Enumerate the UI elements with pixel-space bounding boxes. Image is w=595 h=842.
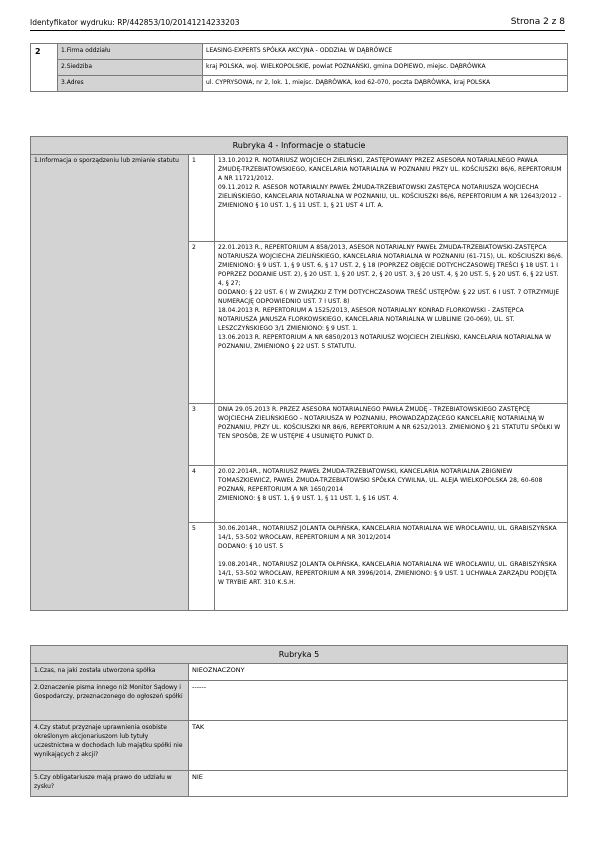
table-row xyxy=(31,664,568,681)
field-label: 1.Firma oddziału xyxy=(58,44,203,60)
section-number: 2 xyxy=(31,44,58,92)
table-row xyxy=(31,681,568,721)
field-value: NIEOZNACZONY xyxy=(189,664,568,681)
field-value: TAK xyxy=(189,721,568,771)
table-row xyxy=(31,44,568,60)
field-value: NIE xyxy=(189,771,568,797)
entry-paragraph: DNIA 29.05.2013 R. PRZEZ ASESORA NOTARIALNEGO PAWŁA ŻMUDĘ - TRZEBIATOWSKIEGO ZASTĘPCĘ WOJCIECHA ZIELIŃSKIEGO - NOTARIUSZA W POZNANIU, PROWADZĄDZĄCEGO KANCELARIĘ NOTARIALNĄ W POZNANIU, PRZY UL. KOŚCIUSZKI NR 86/6, REPERTORIUM A NR 6252/2013. ZMIENIONO § 21 STATUTU SPÓŁKI W TEN SPOSÓB, ŻE W USTĘPIE 4 USUNIĘTO PUNKT D. xyxy=(218,406,561,440)
entry-number: 5 xyxy=(189,523,215,611)
page-header xyxy=(30,17,565,27)
entry-paragraph: 09.11.2012 R. ASESOR NOTARIALNY PAWEŁ ŻMUDA-TRZEBIATOWSKI ZASTĘPCA NOTARIUSZA WOJCIECHA ZIELIŃSKIEGO, KANCELARIA NOTARIALNA W POZNANIU, UL. KOŚCIUSZKI 86/6, REPERTORIUM A NR 12643/2012 - ZMIENIONO § 10 UST. 1, § 11 UST. 1, § 21 UST 4 LIT. A. xyxy=(218,184,562,209)
entry-paragraph: DODANO: § 10 UST. 5 xyxy=(218,543,284,550)
field-value: ul. CYPRYSOWA, nr 2, lok. 1, miejsc. DĄBRÓWKA, kod 62-070, poczta DĄBRÓWKA, kraj POLSKA xyxy=(203,76,568,92)
table-row xyxy=(31,771,568,797)
table-row xyxy=(31,60,568,76)
entry-paragraph: 22.01.2013 R., REPERTORIUM A 858/2013, ASESOR NOTARIALNY PAWEŁ ŻMUDA-TRZEBIATOWSKI-ZASTĘPCA NOTARIUSZA WOJCIECHA ZIELIŃSKIEGO, KANCELARIA NOTARIALNA W POZNANIU (61-715), UL. KOŚCIUSZKI 86/6. xyxy=(218,244,563,260)
field-label: 5.Czy obligatariusze mają prawo do udziału w zysku? xyxy=(31,771,189,797)
field-value: LEASING-EXPERTS SPÓŁKA AKCYJNA - ODDZIAŁ W DĄBRÓWCE xyxy=(203,44,568,60)
entry-number: 3 xyxy=(189,404,215,466)
section-title: Rubryka 5 xyxy=(31,646,568,664)
entry-paragraph: 30.06.2014R., NOTARIUSZ JOLANTA OŁPIŃSKA, KANCELARIA NOTARIALNA WE WROCŁAWIU, UL. GRABISZYŃSKA 14/1, 53-502 WROCŁAW, REPERTORIUM A NR 3012/2014 xyxy=(218,525,557,541)
table-row xyxy=(31,721,568,771)
rubryka-5-table xyxy=(30,645,568,797)
entry-number: 1 xyxy=(189,155,215,242)
section-title: Rubryka 4 - Informacje o statucie xyxy=(31,137,568,155)
field-value: ------ xyxy=(189,681,568,721)
table-row xyxy=(31,155,568,242)
entry-text xyxy=(215,466,568,523)
entry-text xyxy=(215,404,568,466)
header-divider xyxy=(30,30,565,31)
field-label: 2.Oznaczenie pisma innego niż Monitor Sądowy i Gospodarczy, przeznaczonego do ogłoszeń spółki xyxy=(31,681,189,721)
page-number: Strona 2 z 8 xyxy=(510,17,565,27)
entry-paragraph: 13.10.2012 R. NOTARIUSZ WOJCIECH ZIELIŃSKI, ZASTĘPOWANY PRZEZ ASESORA NOTARIALNEGO PAWŁA ŻMUDĘ-TRZEBIATOWSKIEGO, KANCELARIA NOTARIALNA W POZNANIU PRZY UL. KOŚCIUSZKI 86/6, REPERTORIUM A NR 11721/2012. xyxy=(218,157,562,182)
entry-number: 2 xyxy=(189,242,215,404)
entry-paragraph: ZMIENIONO: § 9 UST. 1, § 9 UST. 6, § 17 UST. 2, § 18 (POPRZEZ OBJĘCIE DOTYCHCZASOWEJ TREŚCI § 18 UST. 1 I POPRZEZ DODANIE UST. 2), § 20 UST. 1, § 20 UST. 2, § 20 UST. 3, § 20 UST. 4, § 20 UST. 5, § 20 UST. 6, § 22 UST. 4, § 27; xyxy=(218,262,559,287)
field-label: 1.Informacja o sporządzeniu lub zmianie statutu xyxy=(31,155,189,611)
entry-paragraph: DODANO: § 22 UST. 6 ( W ZWIĄZKU Z TYM DOTYCHCZASOWA TREŚĆ USTĘPÓW: § 22 UST. 6 I UST. 7 OTRZYMUJE NUMERACJĘ ODPOWIEDNIO UST. 7 I UST. 8) xyxy=(218,289,560,305)
entry-paragraph: 18.04.2013 R. REPERTORIUM A 1525/2013, ASESOR NOTARIALNY KONRAD FLORKOWSKI - ZASTĘPCA NOTARIUSZA JANUSZA FLORKOWSKIEGO, KANCELARIA NOTARIALNA W LUBLINIE (20-069), UL. ST. LESZCZYŃSKIEGO 3/1 ZMIENIONO: § 9 UST. 1. xyxy=(218,307,524,332)
entry-text xyxy=(215,523,568,611)
field-label: 1.Czas, na jaki została utworzona spółka xyxy=(31,664,189,681)
entry-text xyxy=(215,242,568,404)
field-label: 2.Siedziba xyxy=(58,60,203,76)
field-value: kraj POLSKA, woj. WIELKOPOLSKIE, powiat POZNAŃSKI, gmina DOPIEWO, miejsc. DĄBRÓWKA xyxy=(203,60,568,76)
entry-text xyxy=(215,155,568,242)
print-identifier: Identyfikator wydruku: RP/442853/10/20141214233203 xyxy=(30,17,240,27)
field-label: 3.Adres xyxy=(58,76,203,92)
section-title-row xyxy=(31,137,568,155)
table-row xyxy=(31,76,568,92)
entry-number: 4 xyxy=(189,466,215,523)
section-2-table xyxy=(30,43,568,92)
section-title-row xyxy=(31,646,568,664)
entry-paragraph: ZMIENIONO: § 8 UST. 1, § 9 UST. 1, § 11 UST. 1, § 16 UST. 4. xyxy=(218,495,399,502)
entry-paragraph: 20.02.2014R., NOTARIUSZ PAWEŁ ŻMUDA-TRZEBIATOWSKI, KANCELARIA NOTARIALNA ZBIGNIEW TOMASZKIEWICZ, PAWEŁ ŻMUDA-TRZEBIATOWSKI SPÓŁKA CYWILNA, UL. ALEJA WIELKOPOLSKA 28, 60-608 POZNAŃ, REPERTORIUM A NR 1650/2014 xyxy=(218,468,543,493)
entry-paragraph: 19.08.2014R., NOTARIUSZ JOLANTA OŁPIŃSKA, KANCELARIA NOTARIALNA WE WROCŁAWIU, UL. GRABISZYŃSKA 14/1, 53-502 WROCŁAW, REPERTORIUM A NR 3996/2014, ZMIENIONO: § 9 UST. 1 UCHWAŁA ZARZĄDU PODJĘTA W TRYBIE ART. 310 K.S.H. xyxy=(218,561,557,586)
field-label: 4.Czy statut przyznaje uprawnienia osobiste określonym akcjonariuszom lub tytuły uczestnictwa w dochodach lub majątku spółki nie wynikających z akcji? xyxy=(31,721,189,771)
rubryka-4-table xyxy=(30,136,568,611)
entry-paragraph: 13.06.2013 R. REPERTORIUM A NR 6850/2013 NOTARIUSZ WOJCIECH ZIELIŃSKI, KANCELARIA NOTARIALNA W POZNANIU, ZMIENIONO § 22 UST. 5 STATUTU. xyxy=(218,334,551,350)
